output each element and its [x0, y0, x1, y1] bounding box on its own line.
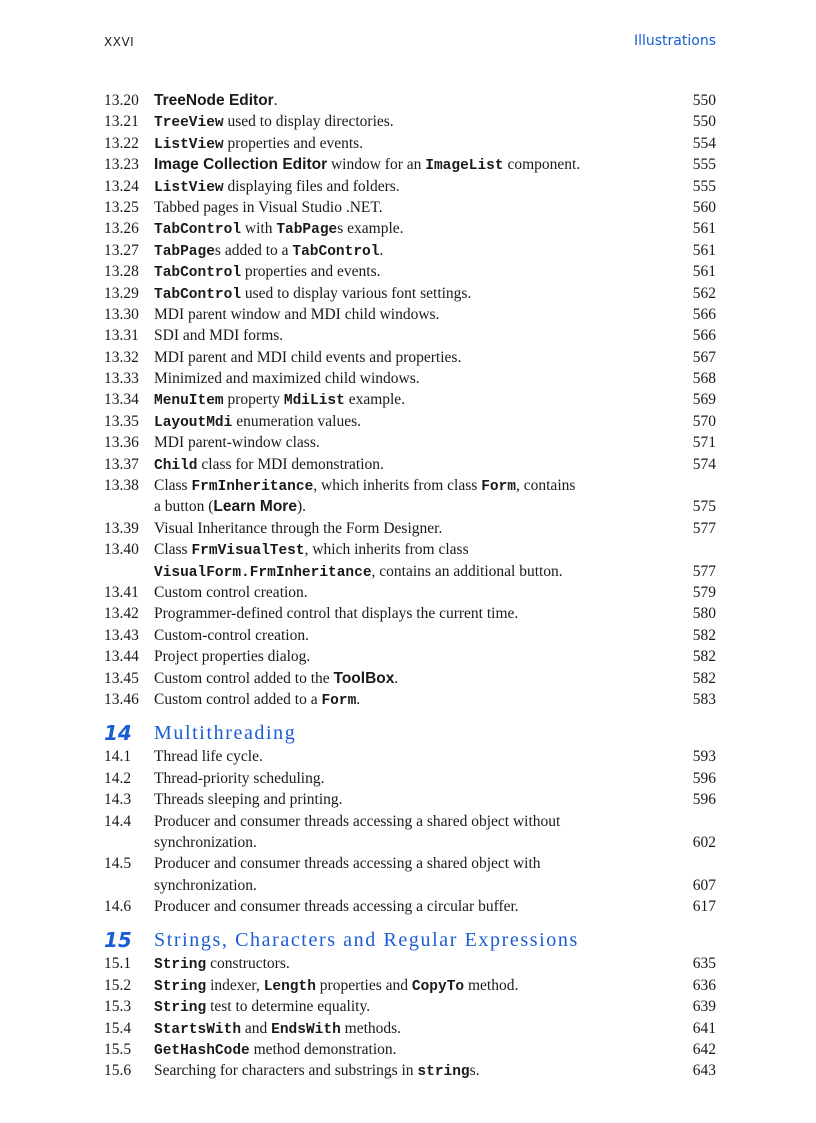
figure-number: 14.5	[104, 855, 132, 873]
code-term: Form	[481, 479, 516, 496]
code-term: TabPage	[154, 243, 215, 260]
page-number: 641	[692, 1019, 716, 1037]
page-number: 607	[692, 876, 716, 894]
page-number-label: XXVI	[104, 35, 135, 49]
list-item	[104, 811, 716, 832]
caption-text: , which inherits from class	[313, 477, 482, 495]
page-number: 635	[692, 955, 716, 973]
figure-caption	[154, 218, 404, 241]
chapter-title: Multithreading	[154, 722, 297, 745]
list-item	[104, 518, 716, 539]
figure-caption	[154, 539, 469, 562]
figure-number: 13.37	[104, 455, 139, 473]
caption-text: s example.	[337, 220, 404, 238]
figure-caption	[154, 432, 320, 453]
figure-caption	[154, 603, 518, 624]
figure-number: 13.30	[104, 305, 139, 323]
list-item	[104, 689, 716, 710]
caption-text: method demonstration.	[249, 1041, 397, 1059]
page-number: 555	[692, 156, 716, 174]
list-item	[104, 111, 716, 132]
figure-number: 15.2	[104, 976, 132, 994]
figure-caption	[154, 154, 580, 177]
figure-number: 13.46	[104, 690, 139, 708]
figure-number: 13.21	[104, 113, 139, 131]
figure-caption	[154, 411, 361, 434]
caption-text: Minimized and maximized child windows.	[154, 370, 420, 388]
code-term: MenuItem	[154, 393, 224, 410]
list-item	[104, 975, 716, 996]
code-term: MdiList	[283, 393, 345, 410]
chapter-number: 14	[104, 721, 132, 746]
code-term: StartsWith	[154, 1021, 242, 1038]
figure-number: 13.20	[104, 92, 139, 109]
figure-caption	[154, 953, 290, 976]
page-number: 566	[692, 305, 716, 323]
page-number: 617	[692, 898, 716, 916]
figure-caption	[154, 389, 405, 412]
page-number: 566	[692, 327, 716, 345]
figure-number: 13.32	[104, 348, 139, 366]
list-item	[104, 582, 716, 603]
page-number: 560	[692, 198, 716, 216]
figure-number: 13.26	[104, 220, 139, 238]
caption-text: used to display various font settings.	[241, 284, 472, 302]
caption-text: properties and events.	[223, 134, 364, 152]
page-number: 579	[692, 583, 716, 601]
chapter-15-entries	[104, 953, 716, 1081]
code-term: FrmInheritance	[191, 479, 314, 496]
figure-caption	[154, 746, 263, 767]
page-number: 567	[692, 348, 716, 366]
code-term: String	[154, 957, 207, 974]
page-number: 550	[692, 92, 716, 109]
figure-caption	[154, 1018, 401, 1041]
page-number: 570	[692, 412, 716, 430]
figure-caption	[154, 582, 308, 603]
caption-text: , contains an additional button.	[371, 562, 563, 580]
list-item	[104, 133, 716, 154]
caption-text: with	[241, 220, 277, 238]
code-term: TabControl	[154, 286, 242, 303]
caption-text: Thread life cycle.	[154, 748, 263, 766]
list-item	[104, 1018, 716, 1039]
page-number: 582	[692, 626, 716, 644]
figure-caption	[154, 283, 471, 306]
figure-number: 15.3	[104, 998, 132, 1016]
code-term: TabControl	[154, 265, 242, 282]
figure-number: 14.1	[104, 748, 132, 766]
page-number: 561	[692, 263, 716, 281]
figure-number: 13.34	[104, 391, 139, 409]
figure-caption	[154, 832, 257, 853]
list-item	[104, 218, 716, 239]
caption-text: .	[273, 92, 278, 109]
list-item	[104, 875, 716, 896]
list-item	[104, 789, 716, 810]
figure-caption	[154, 561, 563, 584]
code-term: Length	[263, 978, 316, 995]
list-item	[104, 261, 716, 282]
caption-text: and	[241, 1019, 272, 1037]
list-item	[104, 432, 716, 453]
page-number: 583	[692, 690, 716, 708]
figure-number: 13.24	[104, 177, 139, 195]
caption-text: test to determine equality.	[206, 998, 371, 1016]
ui-term: ToolBox	[333, 669, 395, 687]
caption-text: s.	[469, 1062, 480, 1080]
figure-number: 13.41	[104, 583, 139, 601]
figure-number: 15.5	[104, 1041, 132, 1059]
code-term: VisualForm.FrmInheritance	[154, 564, 372, 581]
figure-caption	[154, 853, 541, 874]
figure-number: 13.42	[104, 605, 139, 623]
page-number: 643	[692, 1062, 716, 1080]
caption-text: MDI parent and MDI child events and properties.	[154, 348, 462, 366]
caption-text: enumeration values.	[232, 412, 362, 430]
caption-text: Tabbed pages in Visual Studio .NET.	[154, 198, 383, 216]
code-term: ImageList	[425, 158, 504, 175]
caption-text: Producer and consumer threads accessing a shared object with	[154, 855, 541, 873]
page-number: 639	[692, 998, 716, 1016]
caption-text: MDI parent-window class.	[154, 434, 320, 452]
figure-number: 14.2	[104, 769, 132, 787]
caption-text: Programmer-defined control that displays the current time.	[154, 605, 519, 623]
figure-number: 13.40	[104, 541, 139, 559]
caption-text: indexer,	[206, 976, 264, 994]
figure-caption	[154, 668, 398, 689]
code-term: EndsWith	[271, 1021, 341, 1038]
list-item	[104, 1039, 716, 1060]
list-item	[104, 603, 716, 624]
caption-text: ).	[296, 498, 307, 516]
page-number: 561	[692, 241, 716, 259]
figure-number: 13.27	[104, 241, 139, 259]
page-number: 593	[692, 748, 716, 766]
caption-text: component.	[503, 156, 581, 174]
figure-number: 13.22	[104, 134, 139, 152]
caption-text: constructors.	[206, 955, 290, 973]
list-item	[104, 853, 716, 874]
figure-number: 13.36	[104, 434, 139, 452]
figure-caption	[154, 875, 257, 896]
caption-text: Producer and consumer threads accessing a shared object without	[154, 812, 561, 830]
chapter-14-heading	[104, 720, 716, 746]
page-number: 575	[692, 498, 716, 516]
figure-caption	[154, 811, 560, 832]
code-term: TabControl	[292, 243, 380, 260]
page-number: 555	[692, 177, 716, 195]
figure-number: 13.44	[104, 648, 139, 666]
illustrations-list	[104, 90, 716, 1082]
caption-text: methods.	[340, 1019, 402, 1037]
caption-text: , contains	[516, 477, 576, 495]
figure-caption	[154, 454, 384, 477]
caption-text: properties and events.	[241, 263, 381, 281]
list-item	[104, 389, 716, 410]
figure-caption	[154, 975, 518, 998]
page-number: 574	[692, 455, 716, 473]
caption-text: Class	[154, 541, 192, 559]
figure-caption	[154, 111, 394, 134]
figure-number: 13.23	[104, 156, 139, 174]
page-number: 582	[692, 669, 716, 687]
figure-number: 14.3	[104, 791, 132, 809]
running-head	[104, 33, 716, 53]
figure-number: 13.38	[104, 477, 139, 495]
caption-text: .	[379, 241, 384, 259]
figure-caption	[154, 133, 363, 156]
page-number: 561	[692, 220, 716, 238]
code-term: LayoutMdi	[154, 414, 233, 431]
list-item	[104, 646, 716, 667]
figure-number: 13.31	[104, 327, 139, 345]
figure-caption	[154, 689, 360, 712]
list-item	[104, 768, 716, 789]
list-item	[104, 539, 716, 560]
caption-text: Searching for characters and substrings in	[154, 1062, 418, 1080]
caption-text: properties and	[315, 976, 412, 994]
list-item	[104, 832, 716, 853]
caption-text: Project properties dialog.	[154, 648, 311, 666]
figure-caption	[154, 304, 439, 325]
code-term: FrmVisualTest	[191, 543, 305, 560]
code-term: CopyTo	[411, 978, 465, 995]
list-item	[104, 411, 716, 432]
figure-number: 14.4	[104, 812, 132, 830]
ui-term: TreeNode Editor	[154, 92, 274, 109]
figure-caption	[154, 768, 324, 789]
caption-text: .	[356, 690, 361, 708]
figure-caption	[154, 789, 343, 810]
figure-caption	[154, 325, 283, 346]
code-term: Form	[321, 692, 357, 709]
code-term: TabControl	[154, 222, 242, 239]
list-item	[104, 154, 716, 175]
page-number: 550	[692, 113, 716, 131]
chapter-13-entries	[104, 90, 716, 710]
caption-text: class for MDI demonstration.	[197, 455, 384, 473]
page-number: 636	[692, 976, 716, 994]
caption-text: Producer and consumer threads accessing a circular buffer.	[154, 898, 519, 916]
figure-number: 15.6	[104, 1062, 132, 1080]
list-item	[104, 197, 716, 218]
code-term: string	[417, 1064, 470, 1081]
chapter-14-entries	[104, 746, 716, 917]
caption-text: MDI parent window and MDI child windows.	[154, 305, 440, 323]
figure-caption	[154, 368, 420, 389]
caption-text: Custom control added to the	[154, 669, 334, 687]
figure-caption	[154, 90, 278, 111]
page-number: 596	[692, 769, 716, 787]
figure-number: 13.29	[104, 284, 139, 302]
figure-number: 14.6	[104, 898, 132, 916]
ui-term: Image Collection Editor	[154, 156, 328, 174]
figure-caption	[154, 996, 370, 1019]
chapter-number: 15	[104, 928, 132, 953]
code-term: TreeView	[154, 115, 224, 132]
code-term: String	[154, 1000, 207, 1017]
figure-caption	[154, 261, 380, 284]
figure-caption	[154, 475, 575, 498]
figure-number: 13.39	[104, 519, 139, 537]
code-term: ListView	[154, 179, 224, 196]
list-item	[104, 368, 716, 389]
page-number: 577	[692, 519, 716, 537]
caption-text: Visual Inheritance through the Form Designer.	[154, 519, 443, 537]
caption-text: displaying files and folders.	[223, 177, 400, 195]
page-number: 580	[692, 605, 716, 623]
section-title: Illustrations	[633, 33, 716, 49]
list-item	[104, 496, 716, 517]
list-item	[104, 625, 716, 646]
figure-caption	[154, 496, 306, 517]
figure-number: 13.33	[104, 370, 139, 388]
figure-caption	[154, 1039, 397, 1062]
figure-number: 13.25	[104, 198, 139, 216]
page-number: 577	[692, 562, 716, 580]
caption-text: synchronization.	[154, 876, 257, 894]
page-number: 568	[692, 370, 716, 388]
ui-term: Learn More	[213, 498, 297, 516]
list-item	[104, 746, 716, 767]
figure-number: 13.43	[104, 626, 139, 644]
caption-text: a button (	[154, 498, 214, 516]
code-term: TabPage	[276, 222, 338, 239]
code-term: String	[154, 978, 207, 995]
caption-text: .	[394, 669, 399, 687]
caption-text: Thread-priority scheduling.	[154, 769, 325, 787]
chapter-15-heading	[104, 927, 716, 953]
page-number: 569	[692, 391, 716, 409]
figure-caption	[154, 625, 309, 646]
caption-text: Threads sleeping and printing.	[154, 791, 343, 809]
list-item	[104, 176, 716, 197]
page-number: 596	[692, 791, 716, 809]
figure-number: 13.45	[104, 669, 139, 687]
list-item	[104, 561, 716, 582]
list-item	[104, 240, 716, 261]
figure-caption	[154, 197, 383, 218]
list-item	[104, 90, 716, 111]
figure-number: 13.35	[104, 412, 139, 430]
caption-text: , which inherits from class	[304, 541, 469, 559]
figure-caption	[154, 176, 400, 199]
code-term: Child	[154, 457, 198, 474]
caption-text: s added to a	[214, 241, 293, 259]
caption-text: used to display directories.	[223, 113, 394, 131]
caption-text: Custom control added to a	[154, 690, 322, 708]
list-item	[104, 325, 716, 346]
list-item	[104, 475, 716, 496]
figure-caption	[154, 240, 383, 263]
figure-number: 13.28	[104, 263, 139, 281]
figure-caption	[154, 646, 310, 667]
caption-text: window for an	[327, 156, 426, 174]
caption-text: method.	[464, 976, 519, 994]
caption-text: SDI and MDI forms.	[154, 327, 284, 345]
page-number: 554	[692, 134, 716, 152]
list-item	[104, 996, 716, 1017]
caption-text: Class	[154, 477, 192, 495]
code-term: GetHashCode	[154, 1043, 250, 1060]
page-number: 642	[692, 1041, 716, 1059]
page-number: 571	[692, 434, 716, 452]
caption-text: Custom-control creation.	[154, 626, 309, 644]
page-number: 582	[692, 648, 716, 666]
list-item	[104, 283, 716, 304]
figure-caption	[154, 1060, 480, 1083]
caption-text: Custom control creation.	[154, 583, 308, 601]
caption-text: property	[223, 391, 284, 409]
figure-number: 15.1	[104, 955, 132, 973]
page-number: 562	[692, 284, 716, 302]
figure-caption	[154, 518, 442, 539]
list-item	[104, 896, 716, 917]
list-item	[104, 454, 716, 475]
list-item	[104, 304, 716, 325]
list-item	[104, 953, 716, 974]
caption-text: synchronization.	[154, 833, 257, 851]
caption-text: example.	[344, 391, 406, 409]
figure-caption	[154, 347, 461, 368]
list-item	[104, 1060, 716, 1081]
figure-caption	[154, 896, 519, 917]
figure-number: 15.4	[104, 1019, 132, 1037]
list-item	[104, 668, 716, 689]
list-item	[104, 347, 716, 368]
page-number: 602	[692, 833, 716, 851]
code-term: ListView	[154, 136, 224, 153]
chapter-title: Strings, Characters and Regular Expressions	[154, 929, 579, 952]
